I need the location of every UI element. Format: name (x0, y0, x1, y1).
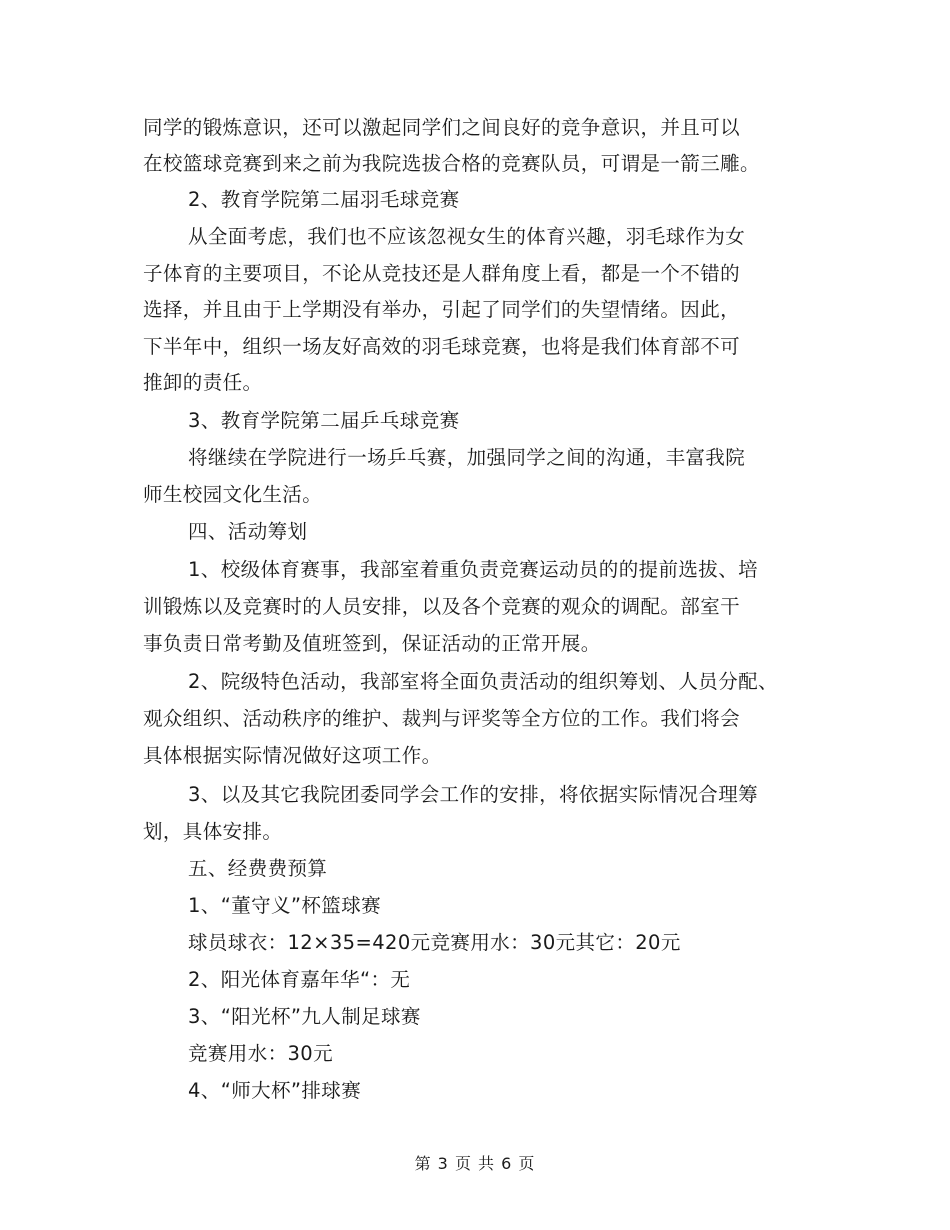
budget-detail: 球员球衣：12×35=420元竞赛用水：30元其它：20元 (188, 931, 681, 954)
body-line: 1、校级体育赛事，我部室着重负责竞赛运动员的的提前选拔、培 (188, 558, 759, 581)
body-line: 子体育的主要项目，不论从竞技还是人群角度上看，都是一个不错的 (143, 262, 741, 285)
budget-item: 2、阳光体育嘉年华“：无 (188, 968, 411, 991)
budget-item: 4、“师大杯”排球赛 (188, 1079, 362, 1102)
body-line: 2、院级特色活动，我部室将全面负责活动的组织筹划、人员分配、 (188, 670, 778, 693)
section-heading: 2、教育学院第二届羽毛球竞赛 (188, 188, 460, 211)
body-line: 具体根据实际情况做好这项工作。 (143, 744, 442, 767)
section-heading: 四、活动筹划 (188, 520, 308, 543)
body-line: 训锻炼以及竞赛时的人员安排，以及各个竞赛的观众的调配。部室干 (143, 595, 741, 618)
body-line: 下半年中，组织一场友好高效的羽毛球竞赛，也将是我们体育部不可 (143, 335, 741, 358)
budget-detail: 竞赛用水：30元 (188, 1042, 334, 1065)
body-line: 从全面考虑，我们也不应该忽视女生的体育兴趣，羽毛球作为女 (188, 225, 746, 248)
body-line: 划，具体安排。 (143, 820, 283, 843)
body-line: 3、以及其它我院团委同学会工作的安排，将依据实际情况合理筹 (188, 783, 759, 806)
body-line: 在校篮球竞赛到来之前为我院选拔合格的竞赛队员，可谓是一箭三雕。 (143, 152, 760, 175)
body-line: 事负责日常考勤及值班签到，保证活动的正常开展。 (143, 632, 601, 655)
body-line: 师生校园文化生活。 (143, 483, 323, 506)
budget-item: 1、“董守义”杯篮球赛 (188, 894, 382, 917)
body-line: 观众组织、活动秩序的维护、裁判与评奖等全方位的工作。我们将会 (143, 707, 741, 730)
body-line: 推卸的责任。 (143, 371, 263, 394)
page-number-footer: 第 3 页 共 6 页 (414, 1154, 536, 1173)
section-heading: 五、经费费预算 (188, 857, 328, 880)
section-heading: 3、教育学院第二届乒乓球竞赛 (188, 409, 460, 432)
body-line: 将继续在学院进行一场乒乓赛，加强同学之间的沟通，丰富我院 (188, 446, 746, 469)
body-line: 选择，并且由于上学期没有举办，引起了同学们的失望情绪。因此， (143, 298, 741, 321)
body-line: 同学的锻炼意识，还可以激起同学们之间良好的竞争意识，并且可以 (143, 116, 741, 139)
budget-item: 3、“阳光杯”九人制足球赛 (188, 1005, 421, 1028)
